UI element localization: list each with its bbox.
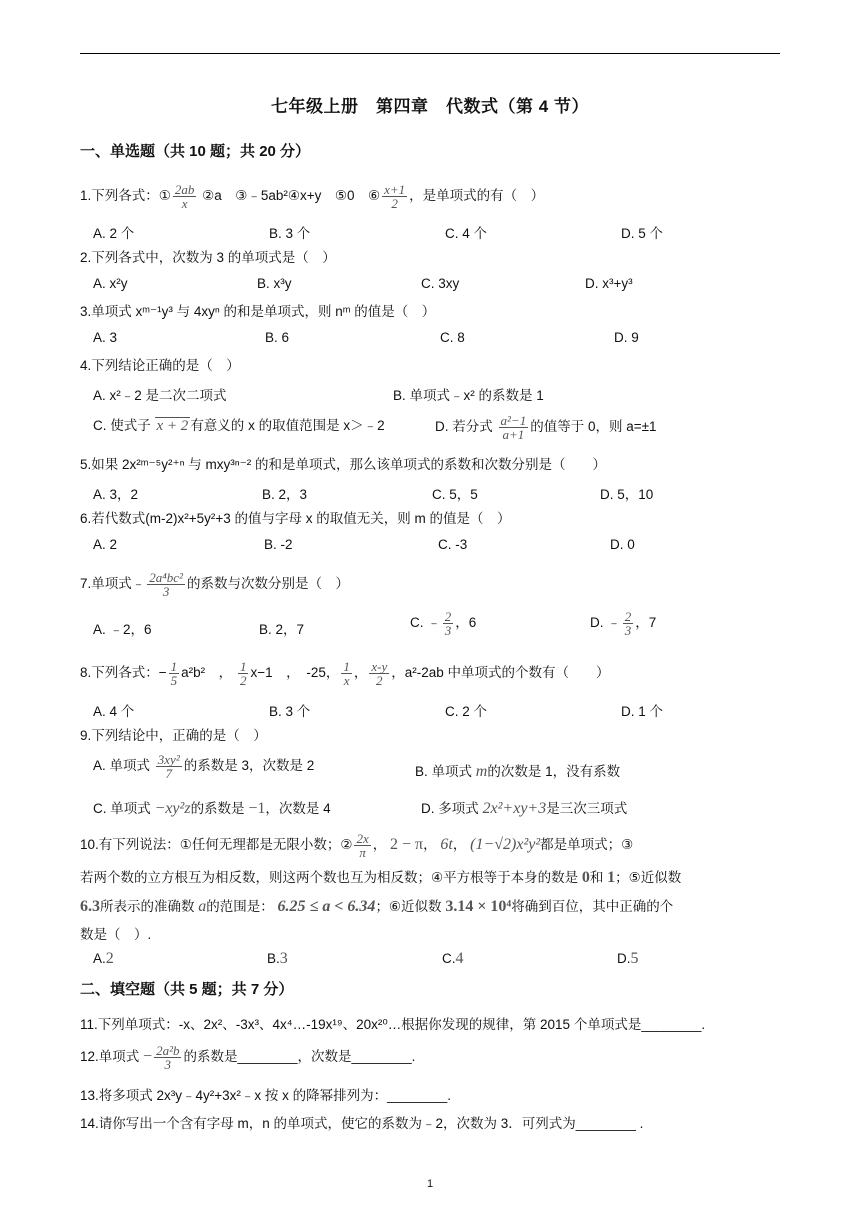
option-d[interactable]: D. ﹣ $\frac{2}{3}$ ，7 (590, 609, 657, 638)
option-c[interactable]: C.4 (442, 950, 464, 967)
option-b[interactable]: B. -2 (264, 537, 293, 552)
option-a[interactable]: A. 3 (93, 330, 118, 345)
fraction: $\frac{2}{3}$ (444, 609, 452, 638)
fraction: $\frac{1}{5}$ (170, 659, 178, 688)
option-d[interactable]: D. 9 (614, 330, 639, 345)
option-b[interactable]: B. 单项式﹣x² 的系数是 1 (393, 388, 544, 403)
option-c[interactable]: C. 2 个 (445, 704, 488, 719)
question-6: 6.若代数式(m-2)x²+5y²+3 的值与字母 x 的取值无关，则 m 的值是（ ） (80, 511, 511, 526)
question-2: 2.下列各式中，次数为 3 的单项式是（ ） (80, 250, 336, 265)
fraction: $\frac{\text{3xy²}}{7}$ (157, 752, 180, 781)
question-10-line-3: 6.3所表示的准确数 a的范围是： 6.25 ≤ a < 6.34；⑥近似数 3.14 × 10⁴将确到百位，其中正确的个 (80, 898, 674, 915)
fraction: $\frac{2}{3}$ (624, 609, 632, 638)
option-b[interactable]: B. 3 个 (269, 704, 311, 719)
option-d[interactable]: D. 0 (610, 537, 635, 552)
option-b[interactable]: B. 6 (265, 330, 290, 345)
question-7: 7.单项式﹣ $\frac{\text{2a⁴bc²}}{3}$ 的系数与次数分别是（ ） (80, 570, 349, 599)
fraction: $\frac{\text{a²−1}}{a+1}$ (500, 413, 527, 442)
question-9: 9.下列结论中，正确的是（ ） (80, 728, 267, 743)
question-13: 13.将多项式 2x³y﹣4y²+3x²﹣x 按 x 的降幂排列为：________. (80, 1088, 451, 1103)
option-a[interactable]: A. 2 (93, 537, 118, 552)
option-b[interactable]: B. 3 个 (269, 226, 311, 241)
option-b[interactable]: B. 2，7 (259, 622, 305, 637)
option-a[interactable]: A.2 (93, 950, 114, 967)
option-b[interactable]: B. 单项式 m的次数是 1，没有系数 (415, 763, 621, 780)
option-d[interactable]: D. 多项式 2x²+xy+3是三次三项式 (421, 800, 628, 817)
option-d[interactable]: D. 5 个 (621, 226, 664, 241)
header-rule (80, 53, 780, 54)
option-a[interactable]: A. ﹣2，6 (93, 622, 152, 637)
option-a[interactable]: A. x²﹣2 是二次二项式 (93, 388, 227, 403)
option-c[interactable]: C. 4 个 (445, 226, 488, 241)
question-3: 3.单项式 xᵐ⁻¹y³ 与 4xyⁿ 的和是单项式，则 nᵐ 的值是（ ） (80, 304, 436, 319)
question-10-line-2: 若两个数的立方根互为相反数，则这两个数也互为相反数；④平方根等于本身的数是 0和 1；⑤近似数 (80, 869, 682, 886)
option-a[interactable]: A. 4 个 (93, 704, 135, 719)
question-12: 12.单项式 − $\frac{\text{2a²b}}{3}$ 的系数是________，次数是________. (80, 1043, 416, 1072)
option-d[interactable]: D. 5，10 (600, 487, 654, 502)
question-4: 4.下列结论正确的是（ ） (80, 358, 240, 373)
option-b[interactable]: B. x³y (257, 276, 292, 291)
option-b[interactable]: B. 2，3 (262, 487, 308, 502)
option-c[interactable]: C. 5，5 (432, 487, 478, 502)
fraction: $\frac{2x}{\pi}$ (356, 831, 369, 860)
option-d[interactable]: D. 1 个 (621, 704, 664, 719)
option-c[interactable]: C. 8 (440, 330, 465, 345)
option-a[interactable]: A. x²y (93, 276, 128, 291)
fraction: $\frac{1}{x}$ (343, 659, 350, 688)
question-5: 5.如果 2x²ᵐ⁻⁵y²⁺ⁿ 与 mxy³ⁿ⁻² 的和是单项式，那么该单项式的系数和次数分别是（ ） (80, 457, 607, 472)
question-10-line-4: 数是（ ）. (80, 927, 152, 942)
option-a[interactable]: A. 3，2 (93, 487, 139, 502)
fraction: $\frac{2ab}{x}$ (174, 182, 195, 211)
option-d[interactable]: D. x³+y³ (585, 276, 633, 291)
option-c[interactable]: C. 3xy (421, 276, 460, 291)
fraction: $\frac{x+1}{2}$ (384, 182, 406, 211)
fraction: $\frac{\text{2a⁴bc²}}{3}$ (149, 570, 183, 599)
question-8: 8.下列各式：− $\frac{1}{5}$ a²b² ， $\frac{1}{2}$ x−1 ， -25， $\frac{1}{x}$ ， $\frac{x-y}{2}$ ，a²-2ab 中单项式的个数有（ ） (80, 659, 610, 688)
radical: x + 2 (156, 418, 189, 434)
option-d[interactable]: D.5 (617, 950, 639, 967)
fraction: $\frac{x-y}{2}$ (371, 659, 388, 688)
option-c[interactable]: C. -3 (438, 537, 468, 552)
section-heading-fill-in: 二、填空题（共 5 题；共 7 分） (80, 981, 294, 998)
section-heading-multiple-choice: 一、单选题（共 10 题；共 20 分） (80, 143, 311, 160)
question-10-line-1: 10.有下列说法：①任何无理都是无限小数；② $\frac{2x}{\pi}$ ， 2 − π， 6t， (1−√2)x²y²都是单项式；③ (80, 831, 634, 860)
option-b[interactable]: B.3 (267, 950, 288, 967)
fraction: $\frac{\text{2a²b}}{3}$ (156, 1043, 180, 1072)
page-title: 七年级上册 第四章 代数式（第 4 节） (271, 97, 589, 116)
question-11: 11.下列单项式：-x、2x²、-3x³、4x⁴…-19x¹⁹、20x²⁰…根据你发现的规律，第 2015 个单项式是________. (80, 1017, 706, 1032)
option-c[interactable]: C. ﹣ $\frac{2}{3}$ ，6 (410, 609, 477, 638)
option-a[interactable]: A. 2 个 (93, 226, 135, 241)
question-1: 1.下列各式：① $\frac{2ab}{x}$ ②a ③﹣5ab²④x+y ⑤0 ⑥ $\frac{x+1}{2}$ ，是单项式的有（ ） (80, 182, 545, 211)
question-14: 14.请你写出一个含有字母 m，n 的单项式，使它的系数为﹣2，次数为 3．可列式为________ . (80, 1116, 644, 1131)
option-c[interactable]: C. 单项式 −xy²z的系数是 −1，次数是 4 (93, 800, 331, 817)
fraction: $\frac{1}{2}$ (239, 659, 247, 688)
option-a[interactable]: A. 单项式 $\frac{\text{3xy²}}{7}$ 的系数是 3，次数是 2 (93, 752, 315, 781)
page-number: 1 (426, 1178, 434, 1190)
option-d[interactable]: D. 若分式 $\frac{\text{a²−1}}{a+1}$ 的值等于 0，则 a=±1 (435, 413, 657, 442)
option-c[interactable]: C. 使式子 x + 2 有意义的 x 的取值范围是 x＞﹣2 (93, 418, 385, 434)
